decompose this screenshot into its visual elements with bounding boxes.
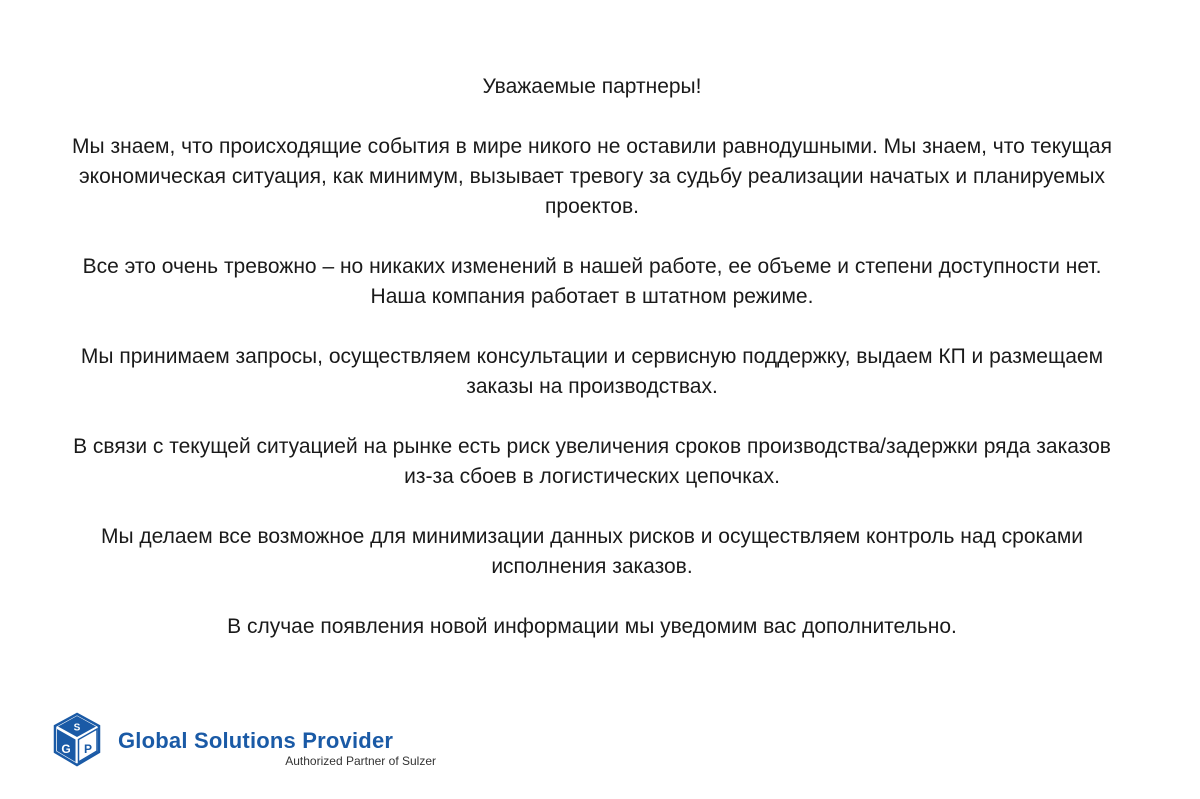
letter-paragraph: Мы делаем все возможное для минимизации данных рисков и осуществляем контроль над сроками исполнения заказов. — [100, 525, 1084, 578]
logo-title: Global Solutions Provider — [118, 728, 394, 753]
letter-paragraph: В случае появления новой информации мы уведомим вас дополнительно. — [227, 615, 957, 638]
logo-subtitle: Authorized Partner of Sulzer — [285, 754, 436, 768]
svg-text:P: P — [83, 742, 93, 756]
letter-paragraph: В связи с текущей ситуацией на рынке есть риск увеличения сроков производства/задержки ряда заказов из-за сбоев в логистических цепочках. — [73, 435, 1111, 488]
svg-text:S: S — [73, 722, 81, 734]
svg-text:G: G — [61, 742, 71, 756]
letter-body — [60, 72, 1124, 672]
letter-paragraph: Мы знаем, что происходящие события в мире никого не оставили равнодушными. Мы знаем, что текущая экономическая ситуация, как минимум, вызывает тревогу за судьбу реализации начатых и планируемых проектов. — [72, 135, 1112, 218]
letter-greeting: Уважаемые партнеры! — [482, 75, 702, 98]
letter-paragraph: Мы принимаем запросы, осуществляем консультации и сервисную поддержку, выдаем КП и размещаем заказы на производствах. — [80, 345, 1104, 398]
letter-paragraph: Все это очень тревожно – но никаких изменений в нашей работе, ее объеме и степени доступности нет. Наша компания работает в штатном режиме. — [82, 255, 1102, 308]
company-logo — [52, 712, 452, 772]
gsp-cube-logo-icon — [52, 712, 102, 768]
